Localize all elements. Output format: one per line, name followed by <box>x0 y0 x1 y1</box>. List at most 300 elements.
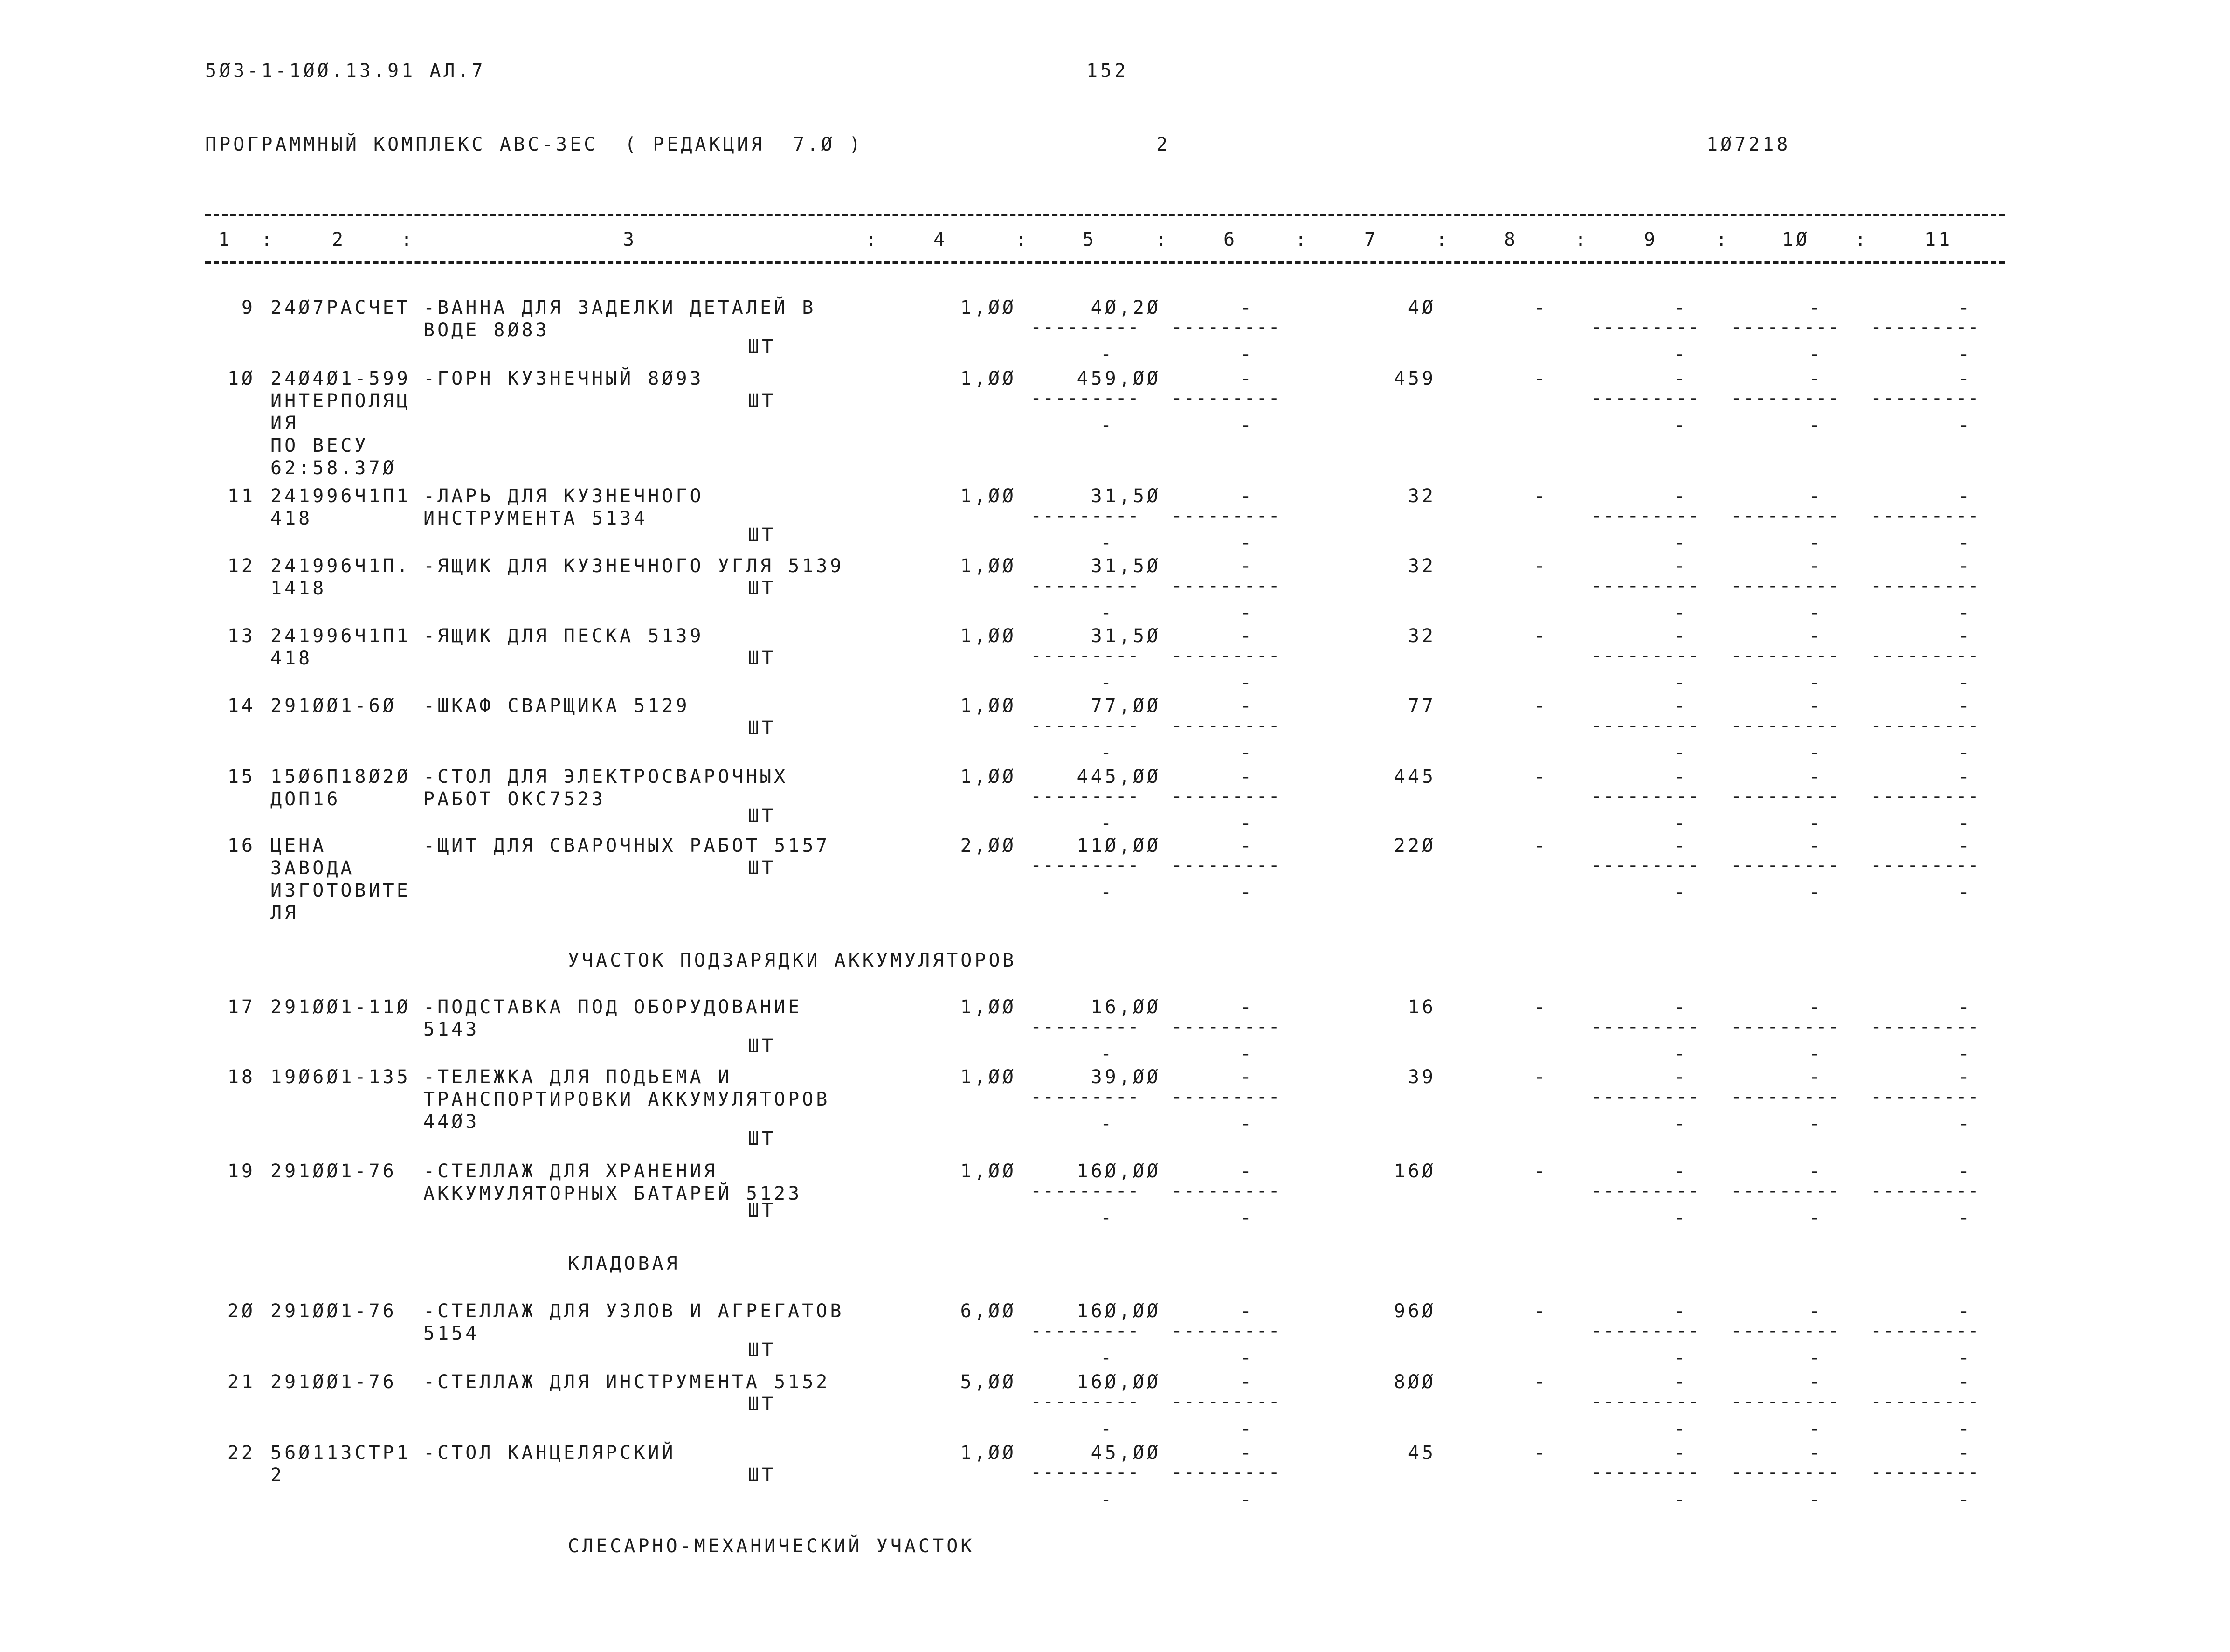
header-top-rule <box>205 214 2005 216</box>
row-code: 24Ø4Ø1-599 <box>270 368 411 389</box>
row-col11: - <box>1958 1066 1973 1088</box>
program-title: ПРОГРАММНЫЙ КОМПЛЕКС АВС-3ЕС <box>205 134 598 155</box>
row-underline: --------- <box>1871 1086 1980 1107</box>
row-underline: --------- <box>1171 1320 1281 1341</box>
row-name: -ГОРН КУЗНЕЧНЫЙ 8Ø93 <box>423 368 704 389</box>
row-total: 45 <box>1408 1442 1436 1464</box>
row-mark: - <box>1240 672 1255 693</box>
row-mark: - <box>1958 344 1973 365</box>
row-mark: - <box>1240 415 1255 436</box>
row-underline: --------- <box>1871 1180 1980 1202</box>
col-sep: : <box>865 229 880 250</box>
row-mark: - <box>1674 672 1688 693</box>
row-underline: --------- <box>1030 505 1140 526</box>
row-price: 31,5Ø <box>1091 555 1161 577</box>
row-quantity: 1,ØØ <box>960 485 1016 507</box>
row-name: ИНСТРУМЕНТА 5134 <box>423 508 648 529</box>
row-underline: --------- <box>1030 317 1140 338</box>
row-col6: - <box>1240 695 1255 717</box>
col-3: 3 <box>623 229 637 250</box>
row-col9: - <box>1674 766 1688 788</box>
row-mark: - <box>1809 813 1823 834</box>
row-price: 16,ØØ <box>1091 996 1161 1018</box>
row-price: 16Ø,ØØ <box>1077 1161 1161 1182</box>
row-number: 19 <box>227 1161 255 1182</box>
col-8: 8 <box>1504 229 1519 250</box>
row-mark: - <box>1674 602 1688 623</box>
row-mark: - <box>1958 602 1973 623</box>
row-mark: - <box>1100 742 1115 763</box>
row-unit: ШТ <box>748 1340 776 1361</box>
row-col8: - <box>1534 996 1548 1018</box>
row-name: -СТОЛ ДЛЯ ЭЛЕКТРОСВАРОЧНЫХ <box>423 766 788 788</box>
row-underline: --------- <box>1731 1086 1840 1107</box>
row-col6: - <box>1240 1442 1255 1464</box>
row-mark: - <box>1240 344 1255 365</box>
row-mark: - <box>1674 1207 1688 1229</box>
row-price: 11Ø,ØØ <box>1077 835 1161 857</box>
row-total: 8ØØ <box>1394 1371 1436 1393</box>
row-col6: - <box>1240 1371 1255 1393</box>
row-underline: --------- <box>1871 786 1980 807</box>
row-total: 39 <box>1408 1066 1436 1088</box>
row-col8: - <box>1534 625 1548 647</box>
row-col10: - <box>1809 996 1823 1018</box>
row-name: -ЩИТ ДЛЯ СВАРОЧНЫХ РАБОТ 5157 <box>423 835 830 857</box>
row-unit: ШТ <box>748 1465 776 1486</box>
row-mark: - <box>1809 1418 1823 1439</box>
row-col10: - <box>1809 1161 1823 1182</box>
row-number: 12 <box>227 555 255 577</box>
col-1: 1 <box>218 229 233 250</box>
row-col10: - <box>1809 1442 1823 1464</box>
row-mark: - <box>1809 532 1823 553</box>
row-underline: --------- <box>1171 715 1281 736</box>
row-col10: - <box>1809 1300 1823 1322</box>
row-col11: - <box>1958 695 1973 717</box>
row-mark: - <box>1100 1489 1115 1510</box>
col-sep: : <box>401 229 415 250</box>
row-underline: --------- <box>1871 1016 1980 1037</box>
col-2: 2 <box>332 229 346 250</box>
row-mark: - <box>1958 1207 1973 1229</box>
row-unit: ШТ <box>748 1128 776 1149</box>
row-col8: - <box>1534 835 1548 857</box>
row-number: 15 <box>227 766 255 788</box>
table-row <box>0 367 2230 479</box>
col-5: 5 <box>1083 229 1097 250</box>
row-name: 5154 <box>423 1323 480 1344</box>
col-6: 6 <box>1223 229 1238 250</box>
row-code: 19Ø6Ø1-135 <box>270 1066 411 1088</box>
row-underline: --------- <box>1731 855 1840 876</box>
row-mark: - <box>1809 742 1823 763</box>
row-col9: - <box>1674 297 1688 318</box>
row-mark: - <box>1809 602 1823 623</box>
row-number: 9 <box>241 297 255 318</box>
row-col11: - <box>1958 625 1973 647</box>
row-col11: - <box>1958 1161 1973 1182</box>
row-quantity: 5,ØØ <box>960 1371 1016 1393</box>
row-name: РАБОТ ОКС7523 <box>423 788 606 810</box>
row-mark: - <box>1958 415 1973 436</box>
row-name: -ЯЩИК ДЛЯ КУЗНЕЧНОГО УГЛЯ 5139 <box>423 555 844 577</box>
row-col8: - <box>1534 695 1548 717</box>
row-mark: - <box>1809 1113 1823 1134</box>
row-col6: - <box>1240 368 1255 389</box>
row-mark: - <box>1240 742 1255 763</box>
row-code: 291ØØ1-76 <box>270 1300 397 1322</box>
section-title-storage: КЛАДОВАЯ <box>568 1253 680 1274</box>
row-name: -ВАННА ДЛЯ ЗАДЕЛКИ ДЕТАЛЕЙ В <box>423 297 816 318</box>
row-underline: --------- <box>1030 855 1140 876</box>
row-col6: - <box>1240 485 1255 507</box>
row-total: 4Ø <box>1408 297 1436 318</box>
row-col6: - <box>1240 766 1255 788</box>
row-name: ТРАНСПОРТИРОВКИ АККУМУЛЯТОРОВ <box>423 1089 830 1110</box>
row-underline: --------- <box>1171 1086 1281 1107</box>
row-number: 22 <box>227 1442 255 1464</box>
sheet-number: 2 <box>1156 134 1171 155</box>
row-unit: ШТ <box>748 578 776 599</box>
row-unit: ШТ <box>748 1200 776 1221</box>
row-price: 77,ØØ <box>1091 695 1161 717</box>
row-mark: - <box>1809 672 1823 693</box>
row-code: 15Ø6П18Ø2Ø <box>270 766 411 788</box>
row-quantity: 1,ØØ <box>960 1161 1016 1182</box>
row-underline: --------- <box>1591 317 1700 338</box>
row-mark: - <box>1809 344 1823 365</box>
row-mark: - <box>1809 1207 1823 1229</box>
row-mark: - <box>1958 1347 1973 1369</box>
row-underline: --------- <box>1871 505 1980 526</box>
row-mark: - <box>1100 672 1115 693</box>
col-11: 11 <box>1925 229 1953 250</box>
row-underline: --------- <box>1591 387 1700 409</box>
row-underline: --------- <box>1591 1462 1700 1483</box>
row-underline: --------- <box>1591 715 1700 736</box>
row-mark: - <box>1674 742 1688 763</box>
row-number: 18 <box>227 1066 255 1088</box>
row-mark: - <box>1100 1347 1115 1369</box>
row-col10: - <box>1809 766 1823 788</box>
row-underline: --------- <box>1171 645 1281 666</box>
row-mark: - <box>1809 882 1823 903</box>
row-underline: --------- <box>1731 317 1840 338</box>
row-col8: - <box>1534 766 1548 788</box>
row-mark: - <box>1674 1418 1688 1439</box>
row-mark: - <box>1240 1489 1255 1510</box>
column-header <box>0 228 2230 256</box>
row-col6: - <box>1240 1066 1255 1088</box>
row-number: 1Ø <box>227 368 255 389</box>
page-number: 152 <box>1086 60 1129 82</box>
row-underline: --------- <box>1171 575 1281 596</box>
row-underline: --------- <box>1030 1462 1140 1483</box>
row-quantity: 1,ØØ <box>960 1442 1016 1464</box>
row-price: 459,ØØ <box>1077 368 1161 389</box>
row-col9: - <box>1674 1161 1688 1182</box>
row-code: ПО ВЕСУ <box>270 435 369 456</box>
row-unit: ШТ <box>748 718 776 739</box>
row-code: 1418 <box>270 578 327 599</box>
row-code: ИЗГОТОВИТЕ <box>270 880 411 901</box>
col-sep: : <box>1436 229 1450 250</box>
row-mark: - <box>1240 532 1255 553</box>
row-code: 418 <box>270 508 313 529</box>
row-underline: --------- <box>1731 645 1840 666</box>
col-sep: : <box>1295 229 1310 250</box>
row-mark: - <box>1674 1113 1688 1134</box>
row-underline: --------- <box>1731 1391 1840 1412</box>
row-underline: --------- <box>1591 1320 1700 1341</box>
row-underline: --------- <box>1591 1016 1700 1037</box>
row-code: 56Ø113СТР1 <box>270 1442 411 1464</box>
row-quantity: 1,ØØ <box>960 695 1016 717</box>
row-price: 445,ØØ <box>1077 766 1161 788</box>
row-col10: - <box>1809 835 1823 857</box>
row-underline: --------- <box>1871 1391 1980 1412</box>
row-code: ЛЯ <box>270 902 299 924</box>
row-col11: - <box>1958 368 1973 389</box>
row-mark: - <box>1958 813 1973 834</box>
row-code: 241996Ч1П1 <box>270 485 411 507</box>
row-underline: --------- <box>1030 1320 1140 1341</box>
row-unit: ШТ <box>748 525 776 546</box>
col-sep: : <box>1575 229 1589 250</box>
row-col6: - <box>1240 625 1255 647</box>
row-code: 291ØØ1-76 <box>270 1161 397 1182</box>
row-mark: - <box>1958 1489 1973 1510</box>
row-mark: - <box>1674 415 1688 436</box>
row-underline: --------- <box>1591 1180 1700 1202</box>
row-underline: --------- <box>1871 1320 1980 1341</box>
row-col11: - <box>1958 297 1973 318</box>
row-mark: - <box>1100 882 1115 903</box>
table-row <box>0 1160 2230 1253</box>
row-mark: - <box>1958 1043 1973 1064</box>
row-quantity: 2,ØØ <box>960 835 1016 857</box>
row-mark: - <box>1100 1113 1115 1134</box>
row-underline: --------- <box>1731 575 1840 596</box>
row-unit: ШТ <box>748 857 776 879</box>
row-mark: - <box>1100 415 1115 436</box>
row-quantity: 1,ØØ <box>960 625 1016 647</box>
row-code: 291ØØ1-11Ø <box>270 996 411 1018</box>
row-underline: --------- <box>1731 1320 1840 1341</box>
row-col8: - <box>1534 1300 1548 1322</box>
row-name: 5143 <box>423 1019 480 1040</box>
row-underline: --------- <box>1171 1462 1281 1483</box>
row-underline: --------- <box>1030 1180 1140 1202</box>
row-quantity: 1,ØØ <box>960 1066 1016 1088</box>
row-col9: - <box>1674 695 1688 717</box>
row-underline: --------- <box>1591 575 1700 596</box>
row-total: 22Ø <box>1394 835 1436 857</box>
row-underline: --------- <box>1030 1391 1140 1412</box>
header-bottom-rule <box>205 261 2005 264</box>
row-name: -ШКАФ СВАРЩИКА 5129 <box>423 695 690 717</box>
row-code: 291ØØ1-76 <box>270 1371 397 1393</box>
table-row <box>0 1442 2230 1535</box>
row-underline: --------- <box>1871 715 1980 736</box>
row-mark: - <box>1100 1418 1115 1439</box>
edition: ( РЕДАКЦИЯ 7.Ø ) <box>625 134 863 155</box>
row-number: 16 <box>227 835 255 857</box>
row-mark: - <box>1674 344 1688 365</box>
row-code: 62:58.37Ø <box>270 457 397 479</box>
row-underline: --------- <box>1030 715 1140 736</box>
row-code: 291ØØ1-6Ø <box>270 695 397 717</box>
row-code: 241996Ч1П. <box>270 555 411 577</box>
row-col8: - <box>1534 297 1548 318</box>
row-unit: ШТ <box>748 390 776 412</box>
row-col9: - <box>1674 555 1688 577</box>
doc-code: 5Ø3-1-1ØØ.13.91 АЛ.7 <box>205 60 486 82</box>
row-mark: - <box>1809 1347 1823 1369</box>
row-name: -СТЕЛЛАЖ ДЛЯ ИНСТРУМЕНТА 5152 <box>423 1371 830 1393</box>
row-col10: - <box>1809 485 1823 507</box>
row-price: 16Ø,ØØ <box>1077 1371 1161 1393</box>
row-unit: ШТ <box>748 648 776 669</box>
row-price: 16Ø,ØØ <box>1077 1300 1161 1322</box>
row-col11: - <box>1958 996 1973 1018</box>
row-mark: - <box>1100 602 1115 623</box>
row-code: ЦЕНА <box>270 835 327 857</box>
row-mark: - <box>1958 1418 1973 1439</box>
row-col11: - <box>1958 1300 1973 1322</box>
row-total: 96Ø <box>1394 1300 1436 1322</box>
row-col11: - <box>1958 1371 1973 1393</box>
row-unit: ШТ <box>748 1036 776 1057</box>
row-mark: - <box>1674 532 1688 553</box>
row-underline: --------- <box>1731 505 1840 526</box>
row-underline: --------- <box>1871 387 1980 409</box>
row-unit: ШТ <box>748 336 776 358</box>
document-number: 1Ø7218 <box>1706 134 1791 155</box>
col-sep: : <box>1716 229 1730 250</box>
row-mark: - <box>1240 602 1255 623</box>
row-number: 11 <box>227 485 255 507</box>
row-name: АККУМУЛЯТОРНЫХ БАТАРЕЙ 5123 <box>423 1183 802 1204</box>
row-mark: - <box>1809 415 1823 436</box>
row-number: 21 <box>227 1371 255 1393</box>
row-col6: - <box>1240 1300 1255 1322</box>
row-code: 241996Ч1П1 <box>270 625 411 647</box>
section-title-mechanical: СЛЕСАРНО-МЕХАНИЧЕСКИЙ УЧАСТОК <box>568 1535 975 1557</box>
row-underline: --------- <box>1871 855 1980 876</box>
row-number: 13 <box>227 625 255 647</box>
row-underline: --------- <box>1171 387 1281 409</box>
row-mark: - <box>1674 1489 1688 1510</box>
row-underline: --------- <box>1591 1391 1700 1412</box>
row-col6: - <box>1240 297 1255 318</box>
row-total: 16 <box>1408 996 1436 1018</box>
row-underline: --------- <box>1591 1086 1700 1107</box>
row-col8: - <box>1534 1066 1548 1088</box>
row-col10: - <box>1809 625 1823 647</box>
row-quantity: 1,ØØ <box>960 555 1016 577</box>
row-mark: - <box>1958 532 1973 553</box>
row-underline: --------- <box>1030 1016 1140 1037</box>
row-unit: ШТ <box>748 805 776 827</box>
row-underline: --------- <box>1591 645 1700 666</box>
col-10: 1Ø <box>1782 229 1810 250</box>
row-code: ИЯ <box>270 413 299 434</box>
row-underline: --------- <box>1171 1391 1281 1412</box>
row-col9: - <box>1674 996 1688 1018</box>
row-underline: --------- <box>1731 1016 1840 1037</box>
row-code: 418 <box>270 648 313 669</box>
row-underline: --------- <box>1871 1462 1980 1483</box>
row-col10: - <box>1809 1371 1823 1393</box>
row-col6: - <box>1240 996 1255 1018</box>
row-code: 2 <box>270 1465 285 1486</box>
row-col9: - <box>1674 1300 1688 1322</box>
row-mark: - <box>1100 813 1115 834</box>
row-col9: - <box>1674 1442 1688 1464</box>
row-mark: - <box>1100 532 1115 553</box>
row-code: ИНТЕРПОЛЯЦ <box>270 390 411 412</box>
row-mark: - <box>1809 1489 1823 1510</box>
table-row <box>0 1066 2230 1159</box>
row-col9: - <box>1674 835 1688 857</box>
row-mark: - <box>1240 813 1255 834</box>
row-col10: - <box>1809 368 1823 389</box>
table-row <box>0 835 2230 928</box>
row-col8: - <box>1534 1161 1548 1182</box>
col-sep: : <box>1155 229 1170 250</box>
row-underline: --------- <box>1591 855 1700 876</box>
row-quantity: 1,ØØ <box>960 368 1016 389</box>
row-underline: --------- <box>1171 786 1281 807</box>
row-mark: - <box>1958 1113 1973 1134</box>
row-code: ДОП16 <box>270 788 341 810</box>
row-mark: - <box>1674 813 1688 834</box>
row-underline: --------- <box>1171 505 1281 526</box>
row-mark: - <box>1958 742 1973 763</box>
col-sep: : <box>1855 229 1869 250</box>
row-col10: - <box>1809 1066 1823 1088</box>
row-number: 14 <box>227 695 255 717</box>
row-name: -ПОДСТАВКА ПОД ОБОРУДОВАНИЕ <box>423 996 802 1018</box>
col-4: 4 <box>933 229 948 250</box>
row-col8: - <box>1534 368 1548 389</box>
row-mark: - <box>1240 1418 1255 1439</box>
row-col6: - <box>1240 555 1255 577</box>
row-name: 44Ø3 <box>423 1111 480 1133</box>
row-mark: - <box>1674 882 1688 903</box>
section-title-battery: УЧАСТОК ПОДЗАРЯДКИ АККУМУЛЯТОРОВ <box>568 950 1017 971</box>
row-underline: --------- <box>1731 387 1840 409</box>
row-quantity: 1,ØØ <box>960 766 1016 788</box>
row-underline: --------- <box>1030 645 1140 666</box>
row-underline: --------- <box>1731 1462 1840 1483</box>
row-col6: - <box>1240 1161 1255 1182</box>
row-col9: - <box>1674 625 1688 647</box>
row-underline: --------- <box>1731 1180 1840 1202</box>
row-col10: - <box>1809 297 1823 318</box>
row-code: ЗАВОДА <box>270 857 355 879</box>
col-sep: : <box>261 229 276 250</box>
row-mark: - <box>1240 1347 1255 1369</box>
row-number: 2Ø <box>227 1300 255 1322</box>
row-price: 45,ØØ <box>1091 1442 1161 1464</box>
row-total: 77 <box>1408 695 1436 717</box>
row-mark: - <box>1809 1043 1823 1064</box>
col-7: 7 <box>1364 229 1379 250</box>
row-mark: - <box>1240 1207 1255 1229</box>
